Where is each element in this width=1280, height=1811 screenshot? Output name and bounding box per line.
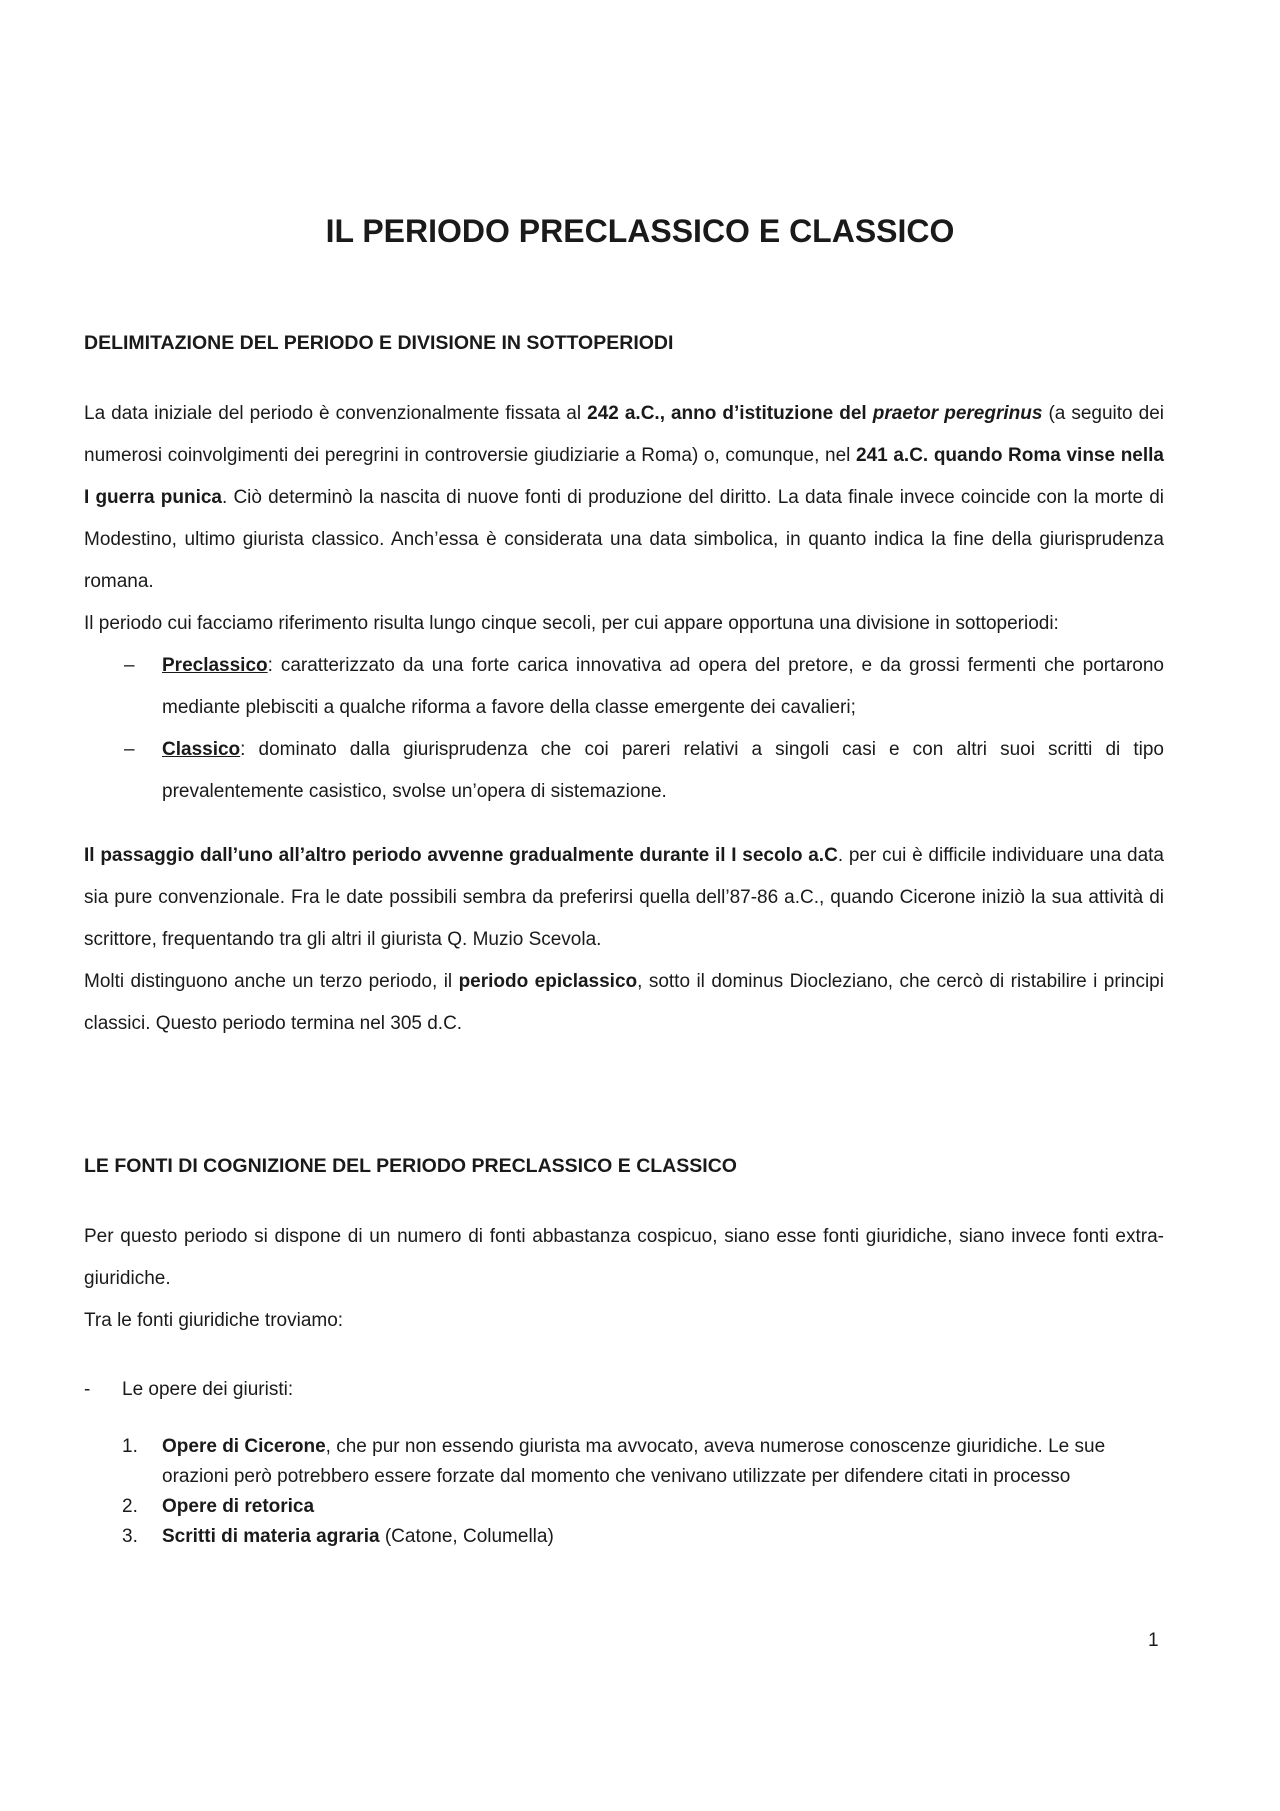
number-marker: 2. — [122, 1496, 138, 1517]
text-span: Molti distinguono anche un terzo periodo, il — [84, 971, 459, 992]
page-number: 1 — [1148, 1630, 1159, 1651]
dash-marker: – — [124, 739, 135, 760]
section-heading: LE FONTI DI COGNIZIONE DEL PERIODO PRECLASSICO E CLASSICO — [84, 1155, 737, 1177]
paragraph-epiclassico — [84, 961, 1164, 1045]
text-span: La data iniziale del periodo è convenzionalmente fissata al — [84, 403, 588, 424]
list-item — [84, 1492, 1164, 1522]
item-text: : caratterizzato da una forte carica innovativa ad opera del pretore, e da grossi fermenti che portarono mediante plebisciti a qualche riforma a favore della classe emergente dei cavalieri; — [162, 655, 1164, 718]
bold-span: periodo epiclassico — [458, 971, 638, 992]
paragraph-fonti: Per questo periodo si dispone di un numero di fonti abbastanza cospicuo, siano esse fonti giuridiche, siano invece fonti extra-giuridiche. — [84, 1226, 1164, 1289]
list-item — [84, 1376, 1164, 1404]
section-body — [84, 1216, 1164, 1342]
item-title: Opere di Cicerone — [162, 1436, 326, 1457]
dash-marker: – — [124, 655, 135, 676]
section-delimitazione — [84, 332, 1164, 355]
list-item — [84, 1522, 1164, 1552]
paragraph-fonti-giuridiche: Tra le fonti giuridiche troviamo: — [84, 1310, 344, 1331]
bold-span: Il passaggio dall’uno all’altro periodo avvenne gradualmente durante il I secolo a.C — [84, 845, 838, 866]
term-classico: Classico — [162, 739, 241, 760]
number-marker: 3. — [122, 1526, 138, 1547]
section-body — [84, 393, 1164, 1045]
sub-list — [84, 1376, 1164, 1404]
document-title: IL PERIODO PRECLASSICO E CLASSICO — [325, 213, 955, 249]
sottoperiodi-list — [84, 645, 1164, 813]
dash-marker: - — [84, 1379, 91, 1400]
bold-span: 242 a.C., anno d’istituzione del — [587, 403, 873, 424]
text-span: . per cui è difficile individuare una data sia pure convenzionale. Fra le date possibili sembra da preferirsi quella dell’87-86 a.C., quando Cicerone iniziò la sua attività di scrittore, frequentando tra gli altri il giurista Q. Muzio Scevola. — [84, 845, 1164, 950]
list-item — [84, 729, 1164, 813]
item-text: : dominato dalla giurisprudenza che coi pareri relativi a singoli casi e con altri suoi scritti di tipo prevalentemente casistico, svolse un’opera di sistemazione. — [162, 739, 1164, 802]
section-fonti — [84, 1155, 1164, 1178]
paragraph-passaggio — [84, 835, 1164, 961]
item-text: , che pur non essendo giurista ma avvocato, aveva numerose conoscenze giuridiche. Le sue orazioni però potrebbero essere forzate dal momento che venivano utilizzate per difendere citati in processo — [162, 1436, 1106, 1487]
item-title: Scritti di materia agraria — [162, 1526, 380, 1547]
list-item — [84, 645, 1164, 729]
section-heading: DELIMITAZIONE DEL PERIODO E DIVISIONE IN SOTTOPERIODI — [84, 332, 674, 354]
bold-span: 241 a.C. quando Roma vinse nella I guerra punica — [84, 445, 1164, 508]
text-span: . Ciò determinò la nascita di nuove fonti di produzione del diritto. La data finale invece coincide con la morte di Modestino, ultimo giurista classico. Anch’essa è considerata una data simbolica, in quanto indica la fine della giurisprudenza romana. — [84, 487, 1165, 592]
paragraph-data-iniziale — [84, 393, 1164, 603]
text-span: (a seguito dei numerosi coinvolgimenti dei peregrini in controversie giudiziarie a Roma) o, comunque, nel — [84, 403, 1165, 466]
bold-italic-span: praetor peregrinus — [872, 403, 1043, 424]
list-item — [84, 1432, 1164, 1492]
text-span: , sotto il dominus Diocleziano, che cercò di ristabilire i principi classici. Questo periodo termina nel 305 d.C. — [84, 971, 1164, 1034]
number-marker: 1. — [122, 1436, 138, 1457]
paragraph-sottoperiodi: Il periodo cui facciamo riferimento risulta lungo cinque secoli, per cui appare opportuna una divisione in sottoperiodi: — [84, 613, 1059, 634]
item-text: Le opere dei giuristi: — [122, 1379, 294, 1400]
item-text: (Catone, Columella) — [379, 1526, 554, 1547]
numbered-list — [84, 1432, 1164, 1552]
term-preclassico: Preclassico — [162, 655, 268, 676]
item-title: Opere di retorica — [162, 1496, 315, 1517]
